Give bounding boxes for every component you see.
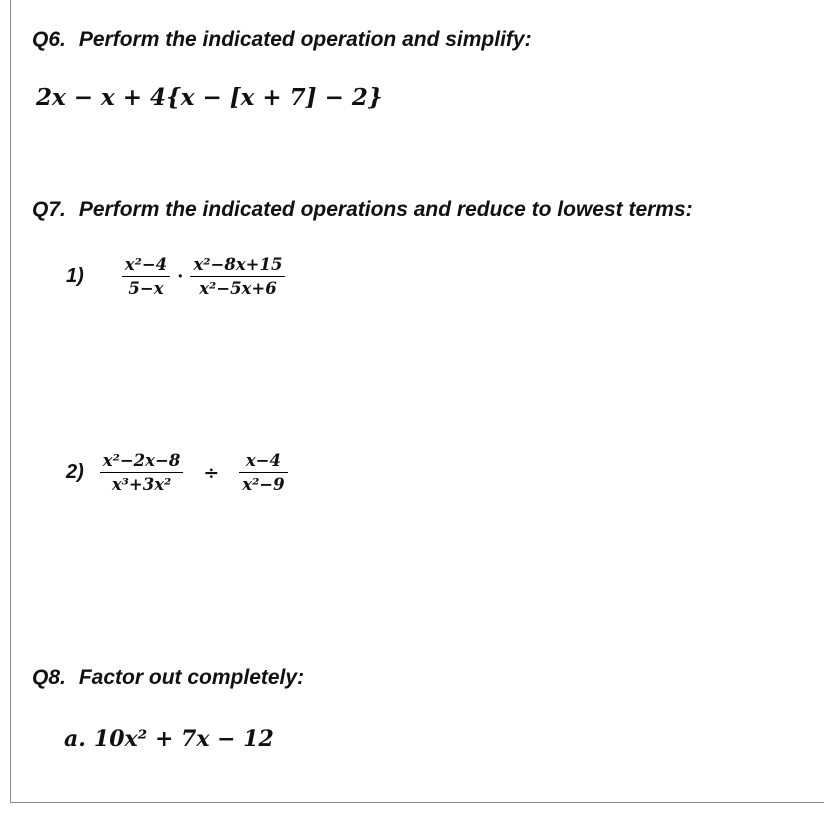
fraction-denominator: x²−9: [242, 475, 285, 495]
q6-prompt: Perform the indicated operation and simplify:: [78, 28, 532, 51]
q7-item-1-label: 1): [66, 265, 84, 288]
q7-item-1-fraction-1: [122, 254, 170, 300]
division-operator: ÷: [203, 461, 220, 484]
multiplication-dot-operator: ·: [177, 266, 184, 288]
q8-item-a-expression: 10x² + 7x − 12: [93, 726, 274, 752]
page-bottom-border: [10, 802, 824, 803]
q7-item-2-fraction-1: [100, 450, 184, 496]
q7-label: Q7.: [32, 198, 66, 221]
fraction-numerator: x²−8x+15: [190, 254, 285, 277]
page-left-border: [10, 0, 11, 803]
q8-item-a-label: a.: [64, 726, 86, 752]
q8-prompt: Factor out completely:: [78, 666, 305, 689]
q8-label: Q8.: [32, 666, 66, 689]
q8-item-a: [64, 726, 274, 752]
q7-item-2-fraction-2: [239, 450, 287, 496]
fraction-denominator: x³+3x²: [111, 475, 172, 495]
q7-item-2-label: 2): [66, 461, 84, 484]
question-q6-heading: [32, 28, 532, 52]
fraction-numerator: x−4: [239, 450, 287, 473]
q7-item-1: [66, 254, 285, 300]
q6-expression: 2x − x + 4{x − [x + 7] − 2}: [36, 84, 383, 111]
question-q7-heading: [32, 198, 693, 222]
fraction-denominator: x²−5x+6: [199, 279, 277, 299]
fraction-numerator: x²−4: [122, 254, 170, 277]
q7-prompt: Perform the indicated operations and reduce to lowest terms:: [78, 198, 693, 221]
fraction-numerator: x²−2x−8: [100, 450, 184, 473]
fraction-denominator: 5−x: [128, 279, 164, 299]
q7-item-2: [66, 450, 288, 496]
question-q8-heading: [32, 666, 304, 690]
q6-label: Q6.: [32, 28, 66, 51]
q7-item-1-fraction-2: [190, 254, 285, 300]
